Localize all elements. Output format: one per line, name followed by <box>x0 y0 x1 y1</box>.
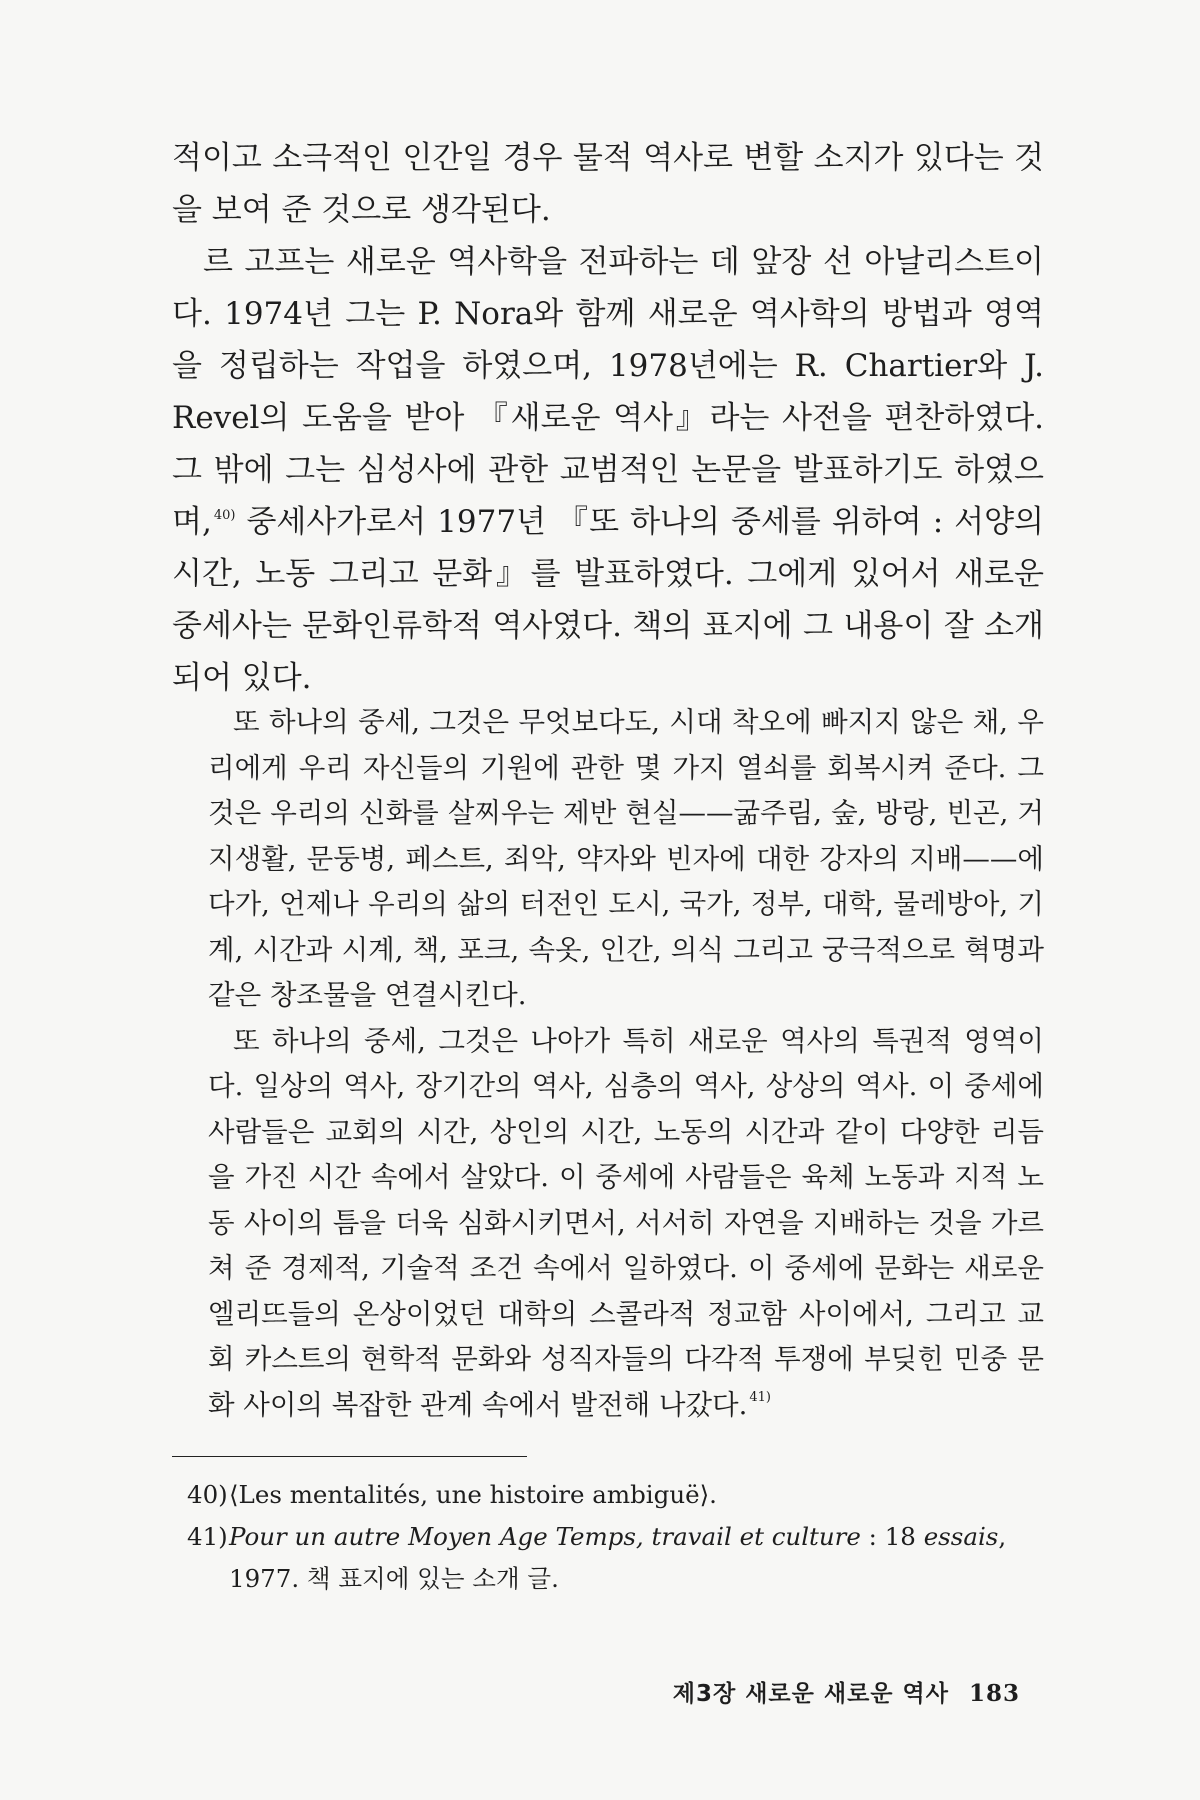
footnote-book-title: Pour un autre Moyen Age Temps, travail et culture <box>229 1522 861 1551</box>
paragraph-le-goff <box>172 236 1044 704</box>
footnote-essais: essais <box>923 1522 999 1551</box>
paragraph-continuation: 적이고 소극적인 인간일 경우 물적 역사로 변할 소지가 있다는 것을 보여 준 것으로 생각된다. <box>172 140 1044 228</box>
footnote-text: ⟨Les mentalités, une histoire ambiguë⟩. <box>229 1480 717 1509</box>
block-quote <box>208 700 1044 1428</box>
chapter-title: 제3장 새로운 새로운 역사 <box>672 1681 949 1707</box>
main-text <box>172 132 1044 704</box>
paragraph-text: 르 고프는 새로운 역사학을 전파하는 데 앞장 선 아날리스트이다. 1974년 그는 P. Nora와 함께 새로운 역사학의 방법과 영역을 정립하는 작업을 하였으며, 1978년에는 R. Chartier와 J. Revel의 도움을 받아 『새로운 역사』라는 사전을 편찬하였다. 그 밖에 그는 심성사에 관한 교범적인 논문을 발표하기도 하였으며, <box>172 244 1044 540</box>
footnote-rest: , 1977. 책 표지에 있는 소개 글. <box>229 1522 1007 1593</box>
footnote-separator: : 18 <box>860 1522 924 1551</box>
footnote-41 <box>187 1516 1044 1600</box>
footnote-ref-40: 40) <box>213 508 236 523</box>
footnote-divider <box>172 1456 527 1457</box>
footnote-number: 41) <box>187 1522 228 1551</box>
quote-paragraph <box>208 1019 1044 1429</box>
quote-paragraph: 또 하나의 중세, 그것은 무엇보다도, 시대 착오에 빠지지 않은 채, 우리에게 우리 자신들의 기원에 관한 몇 가지 열쇠를 회복시켜 준다. 그것은 우리의 신화를 살찌우는 제반 현실——굶주림, 숲, 방랑, 빈곤, 거지생활, 문둥병, 페스트, 죄악, 약자와 빈자에 대한 강자의 지배——에다가, 언제나 우리의 삶의 터전인 도시, 국가, 정부, 대학, 물레방아, 기계, 시간과 시계, 책, 포크, 속옷, 인간, 의식 그리고 궁극적으로 혁명과 같은 창조물을 연결시킨다. <box>208 706 1044 1011</box>
footnote-number: 40) <box>187 1480 228 1509</box>
paragraph-text: 중세사가로서 1977년 『또 하나의 중세를 위하여 : 서양의 시간, 노동 그리고 문화』를 발표하였다. 그에게 있어서 새로운 중세사는 문화인류학적 역사였다. 책의 표지에 그 내용이 잘 소개되어 있다. <box>172 504 1044 696</box>
page-number: 183 <box>968 1680 1020 1707</box>
footnotes <box>187 1474 1044 1600</box>
footnote-40 <box>187 1474 1044 1516</box>
footnote-ref-41: 41) <box>749 1389 771 1405</box>
footnote-text <box>229 1516 1044 1600</box>
running-footer <box>673 1675 1020 1708</box>
quote-text: 또 하나의 중세, 그것은 나아가 특히 새로운 역사의 특권적 영역이다. 일상의 역사, 장기간의 역사, 심층의 역사, 상상의 역사. 이 중세에 사람들은 교회의 시간, 상인의 시간, 노동의 시간과 같이 다양한 리듬을 가진 시간 속에서 살았다. 이 중세에 사람들은 육체 노동과 지적 노동 사이의 틈을 더욱 심화시키면서, 서서히 자연을 지배하는 것을 가르쳐 준 경제적, 기술적 조건 속에서 일하였다. 이 중세에 문화는 새로운 엘리뜨들의 온상이었던 대학의 스콜라적 정교함 사이에서, 그리고 교회 카스트의 현학적 문화와 성직자들의 다각적 투쟁에 부딪힌 민중 문화 사이의 복잡한 관계 속에서 발전해 나갔다. <box>208 1024 1044 1421</box>
